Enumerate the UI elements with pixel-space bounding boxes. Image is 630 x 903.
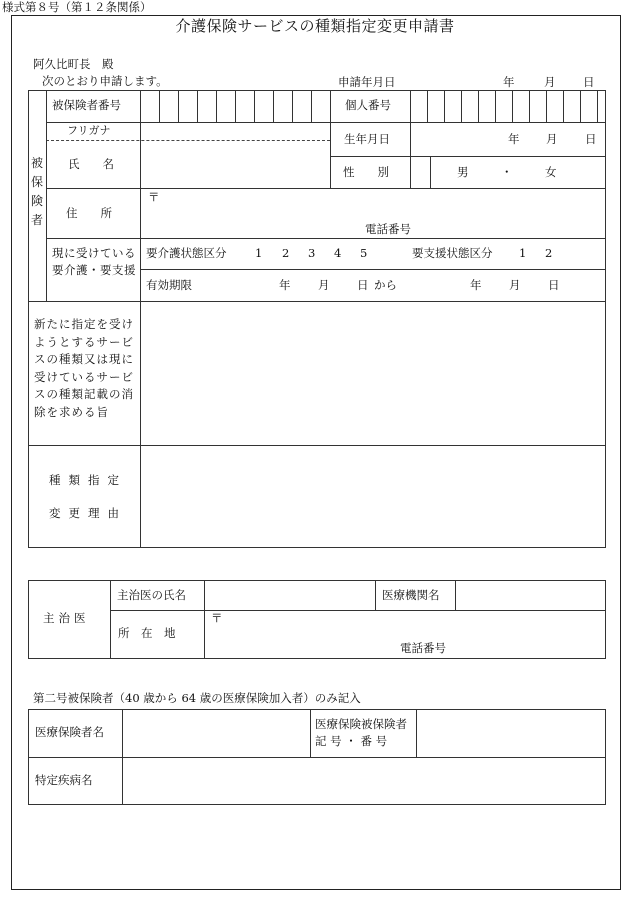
- birth-date-month: 月: [546, 132, 558, 146]
- doctor-phone-label: 電話番号: [400, 641, 446, 655]
- furigana-label: フリガナ: [67, 124, 111, 137]
- doctor-name-label: 主治医の氏名: [117, 588, 186, 602]
- birth-date-label: 生年月日: [344, 132, 390, 146]
- doctor-postal-mark-icon: 〒: [211, 611, 223, 625]
- support-level-label: 要支援状態区分: [412, 246, 493, 260]
- medical-insured-label-line1: 医療保険被保険者: [315, 717, 407, 731]
- name-label: 氏 名: [68, 157, 114, 171]
- validity-from-text: から: [374, 278, 397, 292]
- care-level-4: 4: [334, 246, 342, 260]
- second-insured-note: 第二号被保険者（40 歳から 64 歳の医療保険加入者）のみ記入: [33, 691, 361, 705]
- addressee: 阿久比町長 殿: [33, 57, 114, 71]
- institution-label: 医療機関名: [382, 588, 440, 602]
- service-request-label: 新たに指定を受けようとするサービスの種類又は現に受けているサービスの種類記載の消除を求める旨: [34, 317, 134, 419]
- application-date-year: 年: [503, 75, 515, 89]
- validity-to-year: 年: [470, 278, 482, 292]
- address-label: 住 所: [66, 206, 112, 220]
- insured-side-label: 被保険者: [30, 156, 43, 227]
- care-level-1: 1: [255, 246, 263, 260]
- birth-date-year: 年: [508, 132, 520, 146]
- care-level-3: 3: [308, 246, 316, 260]
- insured-number-label: 被保険者番号: [52, 98, 121, 112]
- validity-to-month: 月: [509, 278, 521, 292]
- care-level-label: 要介護状態区分: [146, 246, 227, 260]
- reason-label-line2: 変更理由: [49, 506, 127, 520]
- personal-number-label: 個人番号: [345, 98, 391, 112]
- gender-label: 性 別: [343, 165, 389, 179]
- validity-from-month: 月: [318, 278, 330, 292]
- gender-male: 男: [457, 165, 469, 179]
- doctor-location-label: 所 在 地: [118, 626, 176, 640]
- application-date-day: 日: [583, 75, 595, 89]
- form-number: 様式第８号（第１２条関係）: [2, 0, 152, 14]
- support-level-2: 2: [545, 246, 553, 260]
- care-level-5: 5: [360, 246, 368, 260]
- medical-insurer-label: 医療保険者名: [35, 725, 104, 739]
- gender-female: 女: [545, 165, 557, 179]
- medical-insured-label-line2: 記 号 ・ 番 号: [315, 734, 388, 748]
- postal-mark-icon: 〒: [148, 190, 160, 204]
- reason-label-line1: 種類指定: [49, 473, 127, 487]
- phone-label: 電話番号: [365, 222, 411, 236]
- validity-to-day: 日: [548, 278, 560, 292]
- birth-date-day: 日: [585, 132, 597, 146]
- current-care-label: 現に受けている要介護・要支援: [52, 246, 136, 277]
- validity-from-day: 日: [357, 278, 369, 292]
- application-date-month: 月: [544, 75, 556, 89]
- care-level-2: 2: [282, 246, 290, 260]
- application-date-label: 申請年月日: [338, 75, 396, 89]
- validity-from-year: 年: [279, 278, 291, 292]
- validity-label: 有効期限: [146, 278, 192, 292]
- intro-text: 次のとおり申請します。: [42, 74, 168, 88]
- gender-separator: ・: [501, 165, 513, 179]
- form-title: 介護保険サービスの種類指定変更申請書: [175, 17, 455, 35]
- specific-disease-label: 特定疾病名: [35, 773, 93, 787]
- doctor-side-label: 主治医: [43, 611, 90, 625]
- support-level-1: 1: [519, 246, 527, 260]
